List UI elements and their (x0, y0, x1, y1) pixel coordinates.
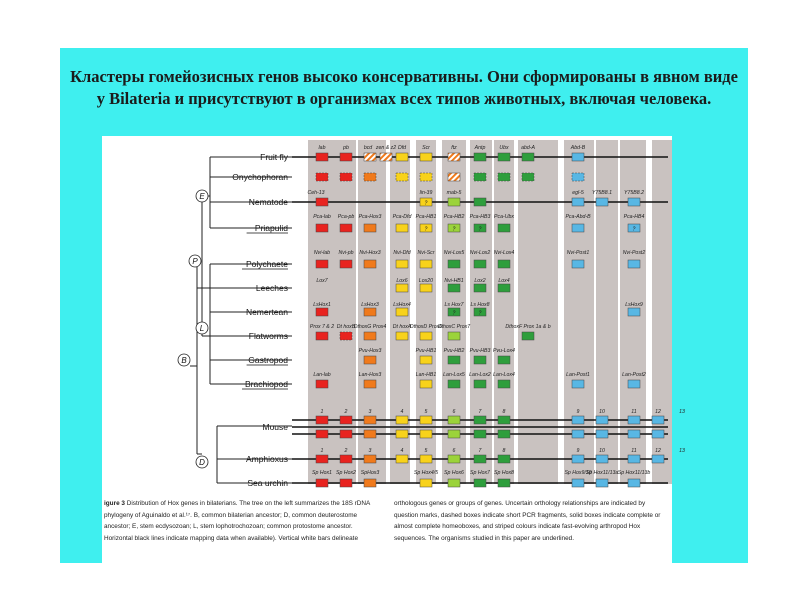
hox-gene-box (596, 430, 608, 438)
hox-gene-box (474, 260, 486, 268)
gene-label: SpHox3 (360, 470, 380, 476)
hox-gene-box (522, 153, 534, 161)
gene-label: Pvu-Lox4 (493, 348, 515, 354)
gene-label: Ubx (499, 145, 509, 151)
gene-label: DthoxG Prox4 (353, 324, 387, 330)
gene-label: Scr (422, 145, 430, 151)
gene-label: Lan-lab (313, 372, 331, 378)
organism-label: Onychophoran (232, 172, 288, 182)
hox-gene-box (448, 430, 460, 438)
organism-label: Nematode (248, 197, 288, 207)
hox-gene-box (396, 173, 408, 181)
tree-node-label: D (199, 458, 205, 467)
gene-label: Nvi-Scr (417, 250, 435, 256)
gene-label: 13 (679, 409, 685, 415)
hox-gene-box (364, 356, 376, 364)
uncertain-mark: ? (452, 310, 456, 317)
hox-gene-box (498, 224, 510, 232)
hox-gene-box (596, 416, 608, 424)
gene-label: Dt hoxA (392, 324, 412, 330)
gene-label: 8 (502, 409, 506, 415)
hox-gene-box (316, 153, 328, 161)
gene-label: 8 (502, 448, 506, 454)
organism-label: Gastropod (248, 355, 288, 365)
gene-label: LsHox4 (393, 302, 411, 308)
hox-gene-box (340, 260, 352, 268)
gene-label: 1 (320, 409, 324, 415)
hox-gene-box (340, 332, 352, 340)
hox-gene-box (316, 260, 328, 268)
hox-gene-box (340, 455, 352, 463)
gene-label: 1 (320, 448, 324, 454)
gene-label: DthoxC Prox7 (437, 324, 471, 330)
hox-gene-box (474, 284, 486, 292)
gene-label: Abd-B (570, 145, 586, 151)
gene-label: abd-A (521, 145, 535, 151)
gene-label: Antp (474, 145, 486, 151)
hox-gene-box (396, 308, 408, 316)
hox-gene-box (396, 332, 408, 340)
hox-gene-box (316, 416, 328, 424)
hox-gene-box (420, 332, 432, 340)
hox-gene-box (340, 173, 352, 181)
gene-label: 13 (679, 448, 685, 454)
organism-label: Fruit fly (260, 152, 288, 162)
hox-gene-box (572, 198, 584, 206)
hox-gene-box (474, 380, 486, 388)
gene-label: Lan-Post2 (622, 372, 646, 378)
gene-label: Pca-pb (337, 214, 355, 220)
hox-gene-box (448, 260, 460, 268)
hox-gene-box (498, 356, 510, 364)
gene-label: Nvi-Dfd (393, 250, 411, 256)
gene-label: egl-5 (572, 190, 584, 196)
gene-label: Lan-Lox5 (443, 372, 465, 378)
organism-label: Amphioxus (245, 454, 288, 464)
hox-gene-box (474, 479, 486, 487)
hox-gene-box (364, 455, 376, 463)
gene-label: 7 (478, 409, 482, 415)
ortholog-column (518, 140, 558, 484)
hox-gene-box (628, 479, 640, 487)
hox-gene-box (596, 198, 608, 206)
hox-gene-box (340, 153, 352, 161)
hox-gene-box (572, 224, 584, 232)
gene-label: Nvi-pb (338, 250, 354, 256)
gene-label: LsHox9 (625, 302, 643, 308)
gene-label: Sp Hox4/5 (413, 470, 439, 476)
gene-label: Nvi-lab (313, 250, 331, 256)
gene-label: Lan-HB1 (415, 372, 437, 378)
gene-label: Sp Hox11/13a (585, 470, 619, 476)
hox-gene-box (420, 173, 432, 181)
hox-gene-box (448, 153, 460, 161)
gene-label: Pca-HB2 (443, 214, 465, 220)
hox-gene-box (628, 308, 640, 316)
hox-gene-box (316, 380, 328, 388)
hox-gene-box (316, 479, 328, 487)
gene-label: Y75B8.2 (624, 190, 644, 196)
gene-label: Ceh-13 (307, 190, 325, 196)
tree-node-label: E (199, 192, 205, 201)
gene-label: DthoxF Prox 1a & b (505, 324, 551, 330)
gene-label: Lan-Lox4 (493, 372, 515, 378)
hox-gene-box (340, 416, 352, 424)
hox-gene-box (340, 430, 352, 438)
gene-label: Sp Hox9/10 (564, 470, 592, 476)
hox-gene-box (420, 284, 432, 292)
hox-gene-box (652, 416, 664, 424)
gene-label: Lox6 (396, 278, 408, 284)
gene-label: LsHox1 (313, 302, 331, 308)
hox-gene-box (364, 153, 376, 161)
gene-label: DthoxD Prox6 (409, 324, 443, 330)
hox-gene-box (572, 430, 584, 438)
gene-label: Sp Hox1 (312, 470, 332, 476)
hox-gene-box (448, 284, 460, 292)
hox-gene-box (316, 430, 328, 438)
hox-gene-box (628, 416, 640, 424)
gene-label: 2 (344, 448, 348, 454)
hox-gene-box (364, 332, 376, 340)
gene-label: 6 (452, 448, 456, 454)
gene-label: Pvu-HB2 (443, 348, 465, 354)
gene-label: Ls Hox7 (444, 302, 464, 308)
hox-gene-box (596, 479, 608, 487)
gene-label: bcd (363, 145, 373, 151)
hox-gene-box (396, 260, 408, 268)
hox-gene-box (628, 198, 640, 206)
hox-gene-box (396, 430, 408, 438)
gene-label: Nvi-Lox5 (443, 250, 465, 256)
hox-gene-box (498, 260, 510, 268)
gene-label: 9 (576, 448, 580, 454)
gene-label: Pca-HB1 (415, 214, 437, 220)
organism-label: Flatworms (248, 331, 288, 341)
gene-label: zen & z2 (375, 145, 397, 151)
hox-gene-box (596, 455, 608, 463)
gene-label: 7 (478, 448, 482, 454)
hox-gene-box (474, 153, 486, 161)
hox-gene-box (316, 173, 328, 181)
gene-label: Lan-Hox3 (358, 372, 382, 378)
gene-label: Pca-Hox3 (358, 214, 382, 220)
hox-gene-box (340, 224, 352, 232)
gene-label: 6 (452, 409, 456, 415)
hox-gene-box (396, 284, 408, 292)
gene-label: 12 (655, 409, 661, 415)
tree-node-label: L (199, 324, 205, 333)
hox-gene-box (572, 380, 584, 388)
hox-gene-box (316, 308, 328, 316)
caption-text-1: Distribution of Hox genes in bilaterians. The tree on the left summarizes the 18S rDNA phylogeny of Aguinaldo et al.¹⁷. B, common bilaterian ancestor; D, common deuterostome ancestor; E, stem ecdysozoan; L, stem lophotrochozoan; common protostome ancestor. Horizontal black lines indicate mapping data when available). Vertical white bars delineate orthologous genes or groups of (104, 500, 483, 542)
hox-gene-box (448, 173, 460, 181)
gene-label: 5 (424, 448, 428, 454)
gene-label: pb (343, 145, 349, 151)
slide-title: Кластеры гомейозисных генов высоко консервативны. Они сформированы в явном виде у Bilateria и присутствуют в организмах всех типов животных, включая человека. (70, 67, 738, 108)
hox-gene-box (498, 416, 510, 424)
hox-gene-box (448, 455, 460, 463)
gene-label: 12 (655, 448, 661, 454)
hox-gene-box (572, 173, 584, 181)
gene-label: 10 (599, 409, 605, 415)
uncertain-mark: ? (478, 310, 482, 317)
hox-gene-box (474, 455, 486, 463)
organism-label: Nemertean (245, 307, 288, 317)
gene-label: LsHox3 (361, 302, 379, 308)
hox-gene-box (420, 416, 432, 424)
organism-label: Priapulid (254, 223, 288, 233)
gene-label: Prox 7 & 2 (309, 324, 335, 330)
hox-gene-box (448, 416, 460, 424)
uncertain-mark: ? (452, 226, 456, 233)
figure-caption (104, 498, 670, 544)
hox-gene-box (420, 455, 432, 463)
hox-gene-box (396, 153, 408, 161)
gene-label: 10 (599, 448, 605, 454)
gene-label: Lox7 (316, 278, 328, 284)
hox-gene-box (396, 455, 408, 463)
gene-label: Pvu-HB3 (469, 348, 491, 354)
hox-gene-box (364, 380, 376, 388)
gene-label: Nvi-Lox2 (469, 250, 491, 256)
hox-gene-box (340, 479, 352, 487)
gene-label: Lan-Post1 (566, 372, 590, 378)
gene-label: Lox2 (474, 278, 486, 284)
hox-gene-box (364, 260, 376, 268)
organism-label: Leeches (255, 283, 288, 293)
gene-label: Pca-HB4 (623, 214, 645, 220)
gene-label: lin-39 (419, 190, 433, 196)
uncertain-mark: ? (632, 226, 636, 233)
gene-label: Sp Hox2 (336, 470, 356, 476)
hox-gene-box (448, 380, 460, 388)
hox-gene-box (628, 380, 640, 388)
gene-label: 4 (400, 448, 404, 454)
hox-gene-box (628, 430, 640, 438)
hox-gene-box (652, 430, 664, 438)
gene-label: 11 (631, 409, 637, 415)
hox-gene-box (652, 455, 664, 463)
gene-label: Dfd (397, 145, 407, 151)
hox-gene-box (420, 479, 432, 487)
gene-label: Pca-Abd-B (565, 214, 591, 220)
tree-node-label: P (192, 257, 198, 266)
hox-gene-box (498, 173, 510, 181)
hox-gene-box (316, 198, 328, 206)
hox-gene-box (364, 430, 376, 438)
hox-gene-box (420, 356, 432, 364)
hox-gene-box (380, 153, 392, 161)
hox-gene-box (316, 332, 328, 340)
gene-label: Sp Hox8 (494, 470, 514, 476)
uncertain-mark: ? (424, 226, 428, 233)
hox-gene-box (420, 380, 432, 388)
hox-gene-box (396, 224, 408, 232)
hox-gene-box (498, 455, 510, 463)
organism-label: Polychaete (245, 259, 288, 269)
hox-gene-box (448, 479, 460, 487)
gene-label: 3 (368, 448, 372, 454)
hox-gene-box (498, 153, 510, 161)
caption-text-2: genes. Uncertain orthology relationships are indicated by question marks, dashed boxes indicate short PCR fragments, solid boxes indicate complete or almost complete homeoboxes, and striped colours indicate fast-evolving arthropod Hox sequences. The organisms studied in this paper are underlined. (394, 500, 661, 542)
gene-label: Pvu-HB1 (415, 348, 437, 354)
gene-label: 4 (400, 409, 404, 415)
hox-gene-box (498, 284, 510, 292)
gene-label: Y75B8.1 (592, 190, 612, 196)
gene-label: Pca-Dfd (392, 214, 412, 220)
hox-gene-box (474, 356, 486, 364)
gene-label: Nvi-Lox4 (493, 250, 515, 256)
hox-gene-box (474, 416, 486, 424)
hox-gene-box (498, 479, 510, 487)
organism-label: Brachiopod (244, 379, 288, 389)
hox-gene-box (498, 380, 510, 388)
hox-gene-box (448, 332, 460, 340)
gene-label: 3 (368, 409, 372, 415)
hox-gene-box (572, 416, 584, 424)
hox-gene-box (628, 455, 640, 463)
hox-gene-box (420, 153, 432, 161)
hox-diagram (102, 136, 685, 496)
gene-label: Pca-HB3 (469, 214, 491, 220)
gene-label: lab (318, 145, 326, 151)
gene-label: ftz (451, 145, 457, 151)
hox-gene-box (572, 260, 584, 268)
gene-label: Lox4 (498, 278, 510, 284)
gene-label: 9 (576, 409, 580, 415)
gene-label: Nvi-Hox3 (359, 250, 381, 256)
gene-label: Pca-lab (313, 214, 331, 220)
gene-label: Nvi-HB1 (444, 278, 464, 284)
organism-label: Mouse (262, 422, 288, 432)
hox-gene-box (628, 260, 640, 268)
hox-gene-box (364, 416, 376, 424)
gene-label: Pca-Ubx (494, 214, 514, 220)
gene-label: Lan-Lox2 (469, 372, 491, 378)
gene-label: mab-5 (446, 190, 462, 196)
organism-label: Sea urchin (247, 478, 288, 488)
hox-gene-box (572, 455, 584, 463)
hox-gene-box (474, 173, 486, 181)
gene-label: Sp Hox11/13b (617, 470, 651, 476)
gene-label: Pvu-Hox3 (358, 348, 382, 354)
gene-label: Dt hoxB (336, 324, 356, 330)
gene-label: Lox20 (418, 278, 434, 284)
hox-gene-box (316, 455, 328, 463)
gene-label: Nvi-Post1 (566, 250, 590, 256)
gene-label: Nvi-Post2 (622, 250, 646, 256)
hox-gene-box (572, 153, 584, 161)
hox-gene-box (420, 430, 432, 438)
gene-label: Ls Hox8 (470, 302, 490, 308)
gene-label: Sp Hox6 (444, 470, 464, 476)
uncertain-mark: ? (424, 200, 428, 207)
hox-gene-box (364, 308, 376, 316)
gene-label: Sp Hox7 (470, 470, 490, 476)
hox-gene-box (522, 173, 534, 181)
uncertain-mark: ? (478, 226, 482, 233)
hox-gene-box (498, 430, 510, 438)
gene-label: 11 (631, 448, 637, 454)
tree-node-label: B (181, 356, 187, 365)
hox-figure (102, 136, 685, 564)
hox-gene-box (474, 198, 486, 206)
hox-gene-box (474, 430, 486, 438)
hox-gene-box (364, 224, 376, 232)
hox-gene-box (448, 198, 460, 206)
hox-gene-box (572, 479, 584, 487)
hox-gene-box (364, 173, 376, 181)
gene-label: 2 (344, 409, 348, 415)
caption-label: igure 3 (104, 500, 125, 507)
hox-gene-box (420, 260, 432, 268)
hox-gene-box (396, 416, 408, 424)
hox-gene-box (364, 479, 376, 487)
hox-gene-box (448, 356, 460, 364)
hox-gene-box (522, 332, 534, 340)
hox-gene-box (316, 224, 328, 232)
gene-label: 5 (424, 409, 428, 415)
